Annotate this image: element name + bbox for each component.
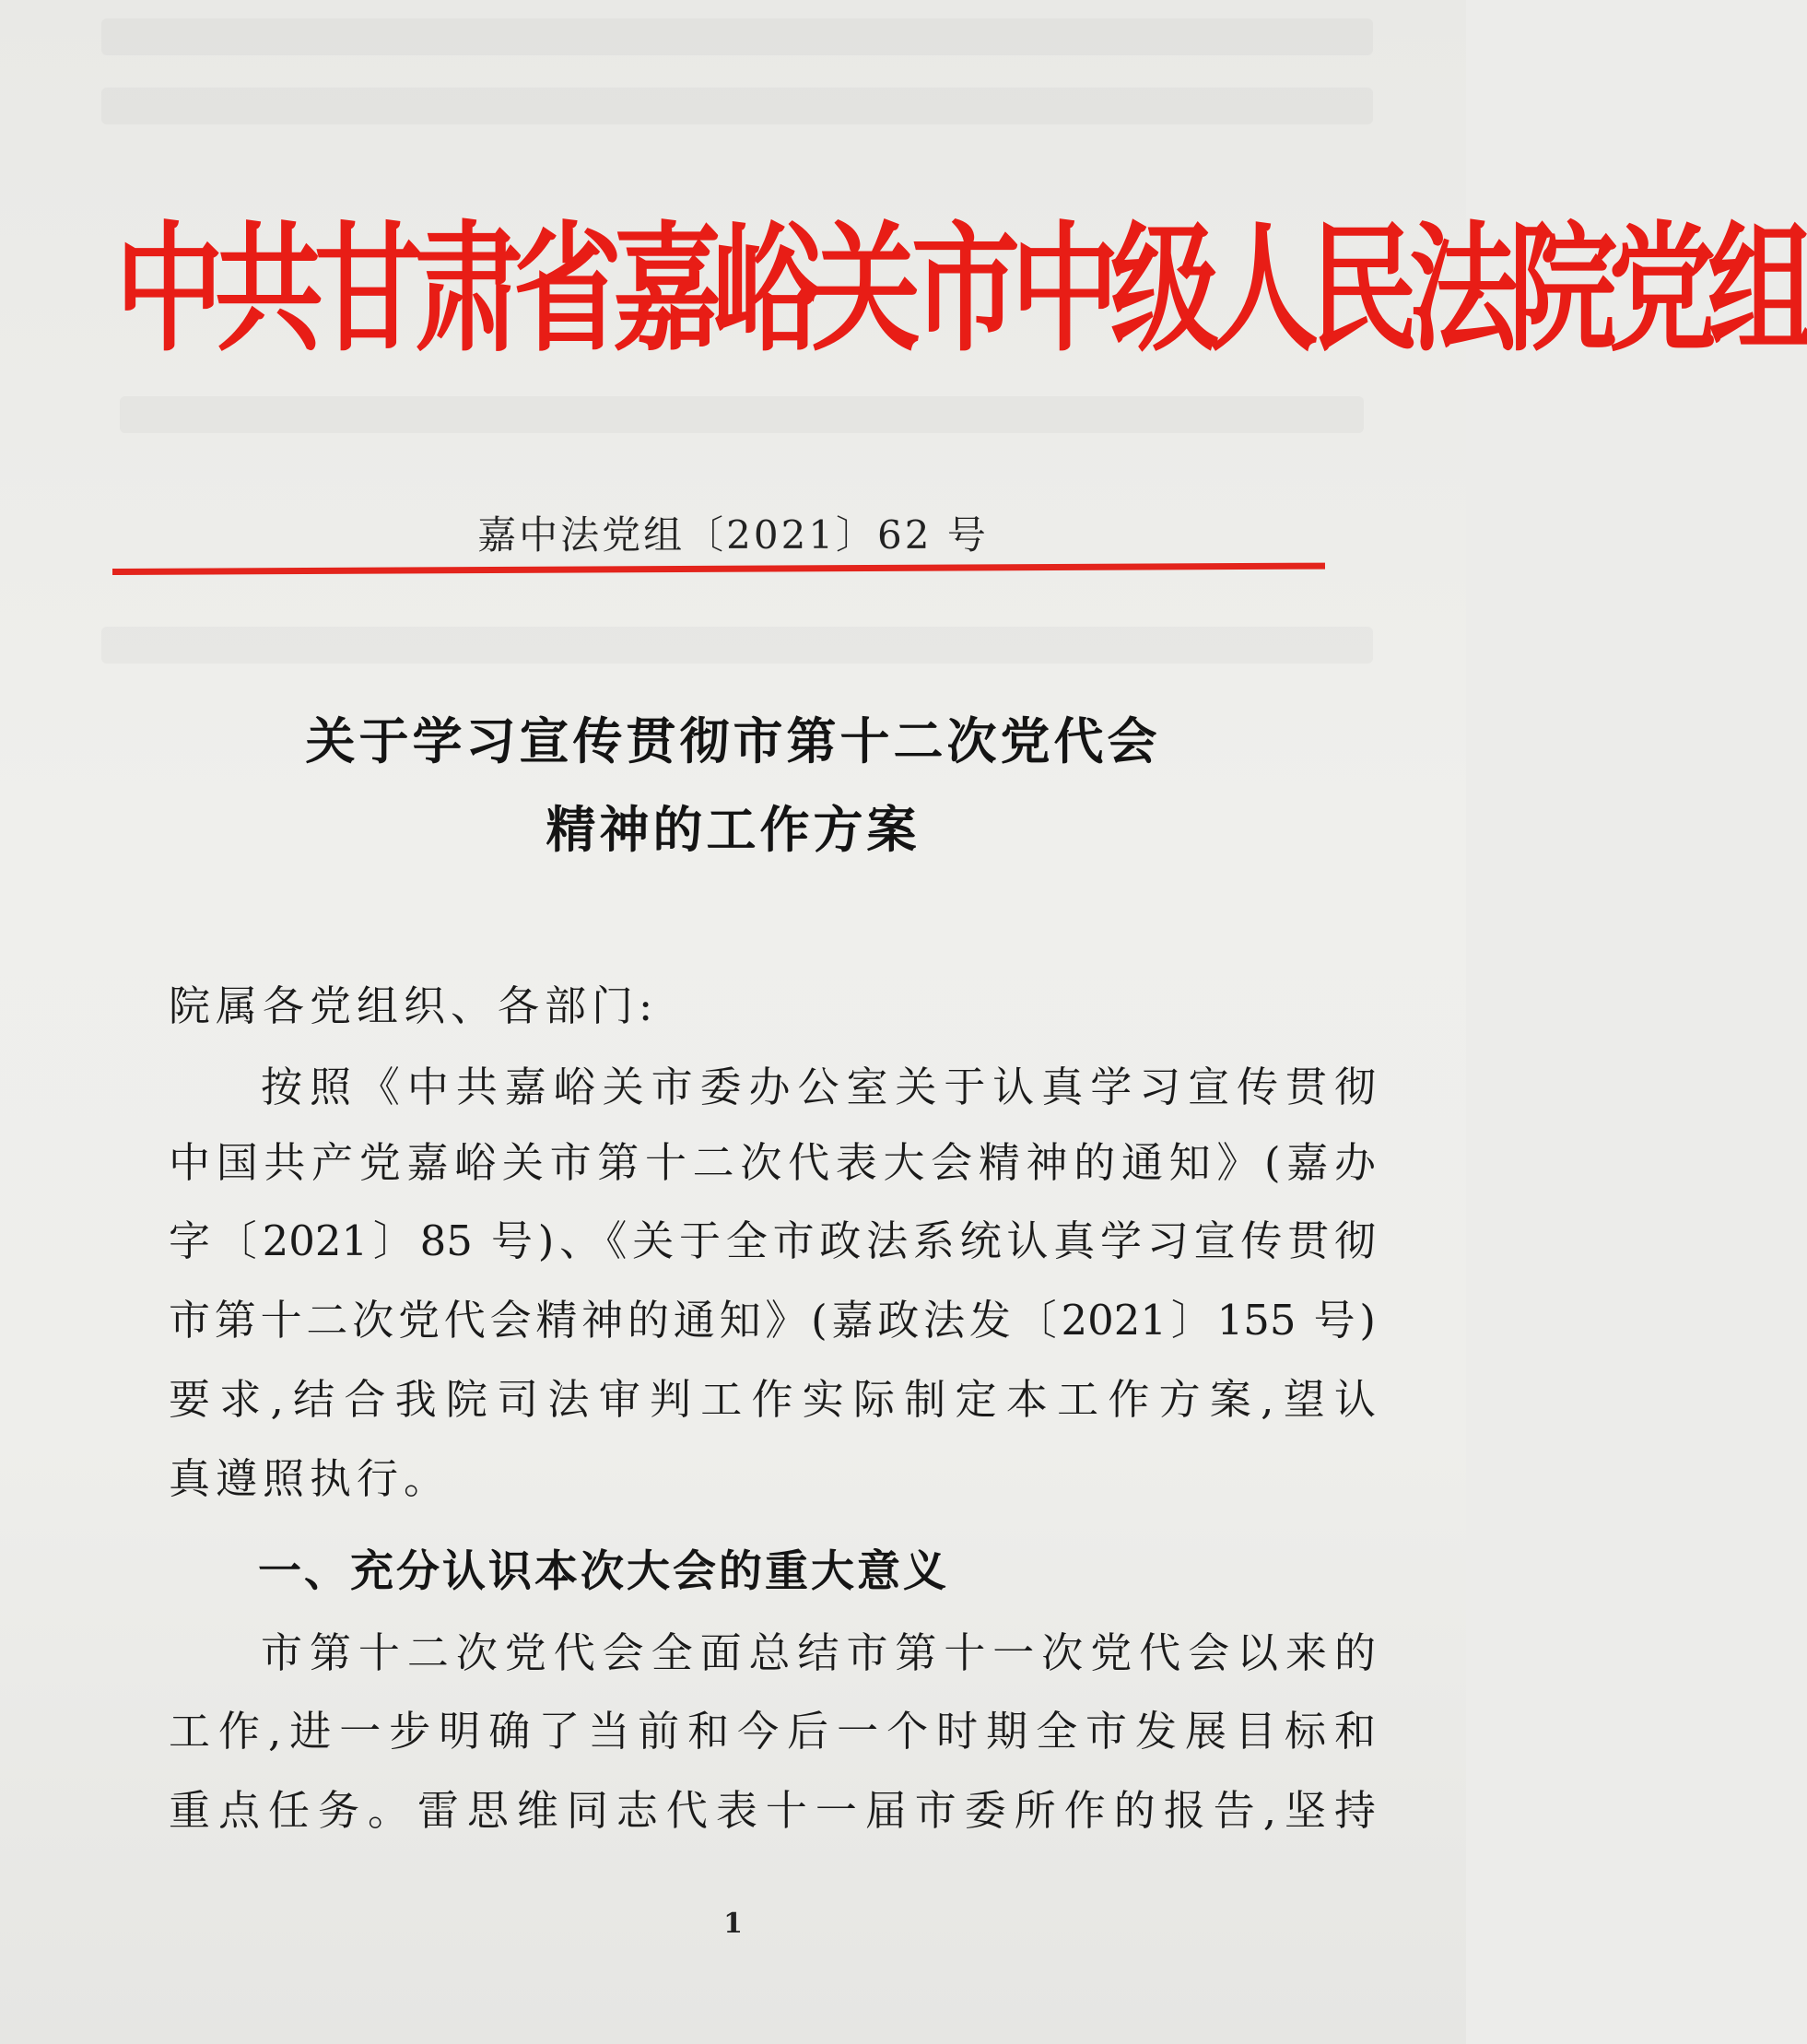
document-title-line-1: 关于学习宣传贯彻市第十二次党代会 <box>305 712 1161 770</box>
salutation: 院属各党组织、各部门: <box>169 981 659 1030</box>
paragraph-line: 市第十二次党代会全面总结市第十一次党代会以来的 <box>261 1628 1376 1677</box>
bleed-through-mark <box>120 396 1364 433</box>
issuer-red-header: 中共甘肃省嘉峪关市中级人民法院党组 <box>115 207 1807 371</box>
paragraph-line: 字〔2021〕85 号)、《关于全市政法系统认真学习宣传贯彻 <box>169 1216 1376 1265</box>
paragraph-line: 中国共产党嘉峪关市第十二次代表大会精神的通知》(嘉办 <box>169 1138 1376 1187</box>
paragraph-line: 工作,进一步明确了当前和今后一个时期全市发展目标和 <box>169 1707 1376 1756</box>
section-heading: 一、充分认识本次大会的重大意义 <box>258 1546 949 1597</box>
document-number: 嘉中法党组〔2021〕62 号 <box>477 512 989 558</box>
paragraph-line: 市第十二次党代会精神的通知》(嘉政法发〔2021〕155 号) <box>169 1296 1376 1345</box>
document-title-line-2: 精神的工作方案 <box>546 801 921 859</box>
paragraph-line: 按照《中共嘉峪关市委办公室关于认真学习宣传贯彻 <box>261 1063 1376 1111</box>
paragraph-line: 重点任务。雷思维同志代表十一届市委所作的报告,坚持 <box>169 1786 1376 1835</box>
bleed-through-mark <box>101 18 1373 55</box>
page-number: 1 <box>723 1908 743 1940</box>
paragraph-line: 要求,结合我院司法审判工作实际制定本工作方案,望认 <box>169 1375 1376 1424</box>
red-separator-line <box>112 563 1325 575</box>
bleed-through-mark <box>101 627 1373 664</box>
bleed-through-mark <box>101 88 1373 124</box>
paragraph-line: 真遵照执行。 <box>169 1454 452 1503</box>
